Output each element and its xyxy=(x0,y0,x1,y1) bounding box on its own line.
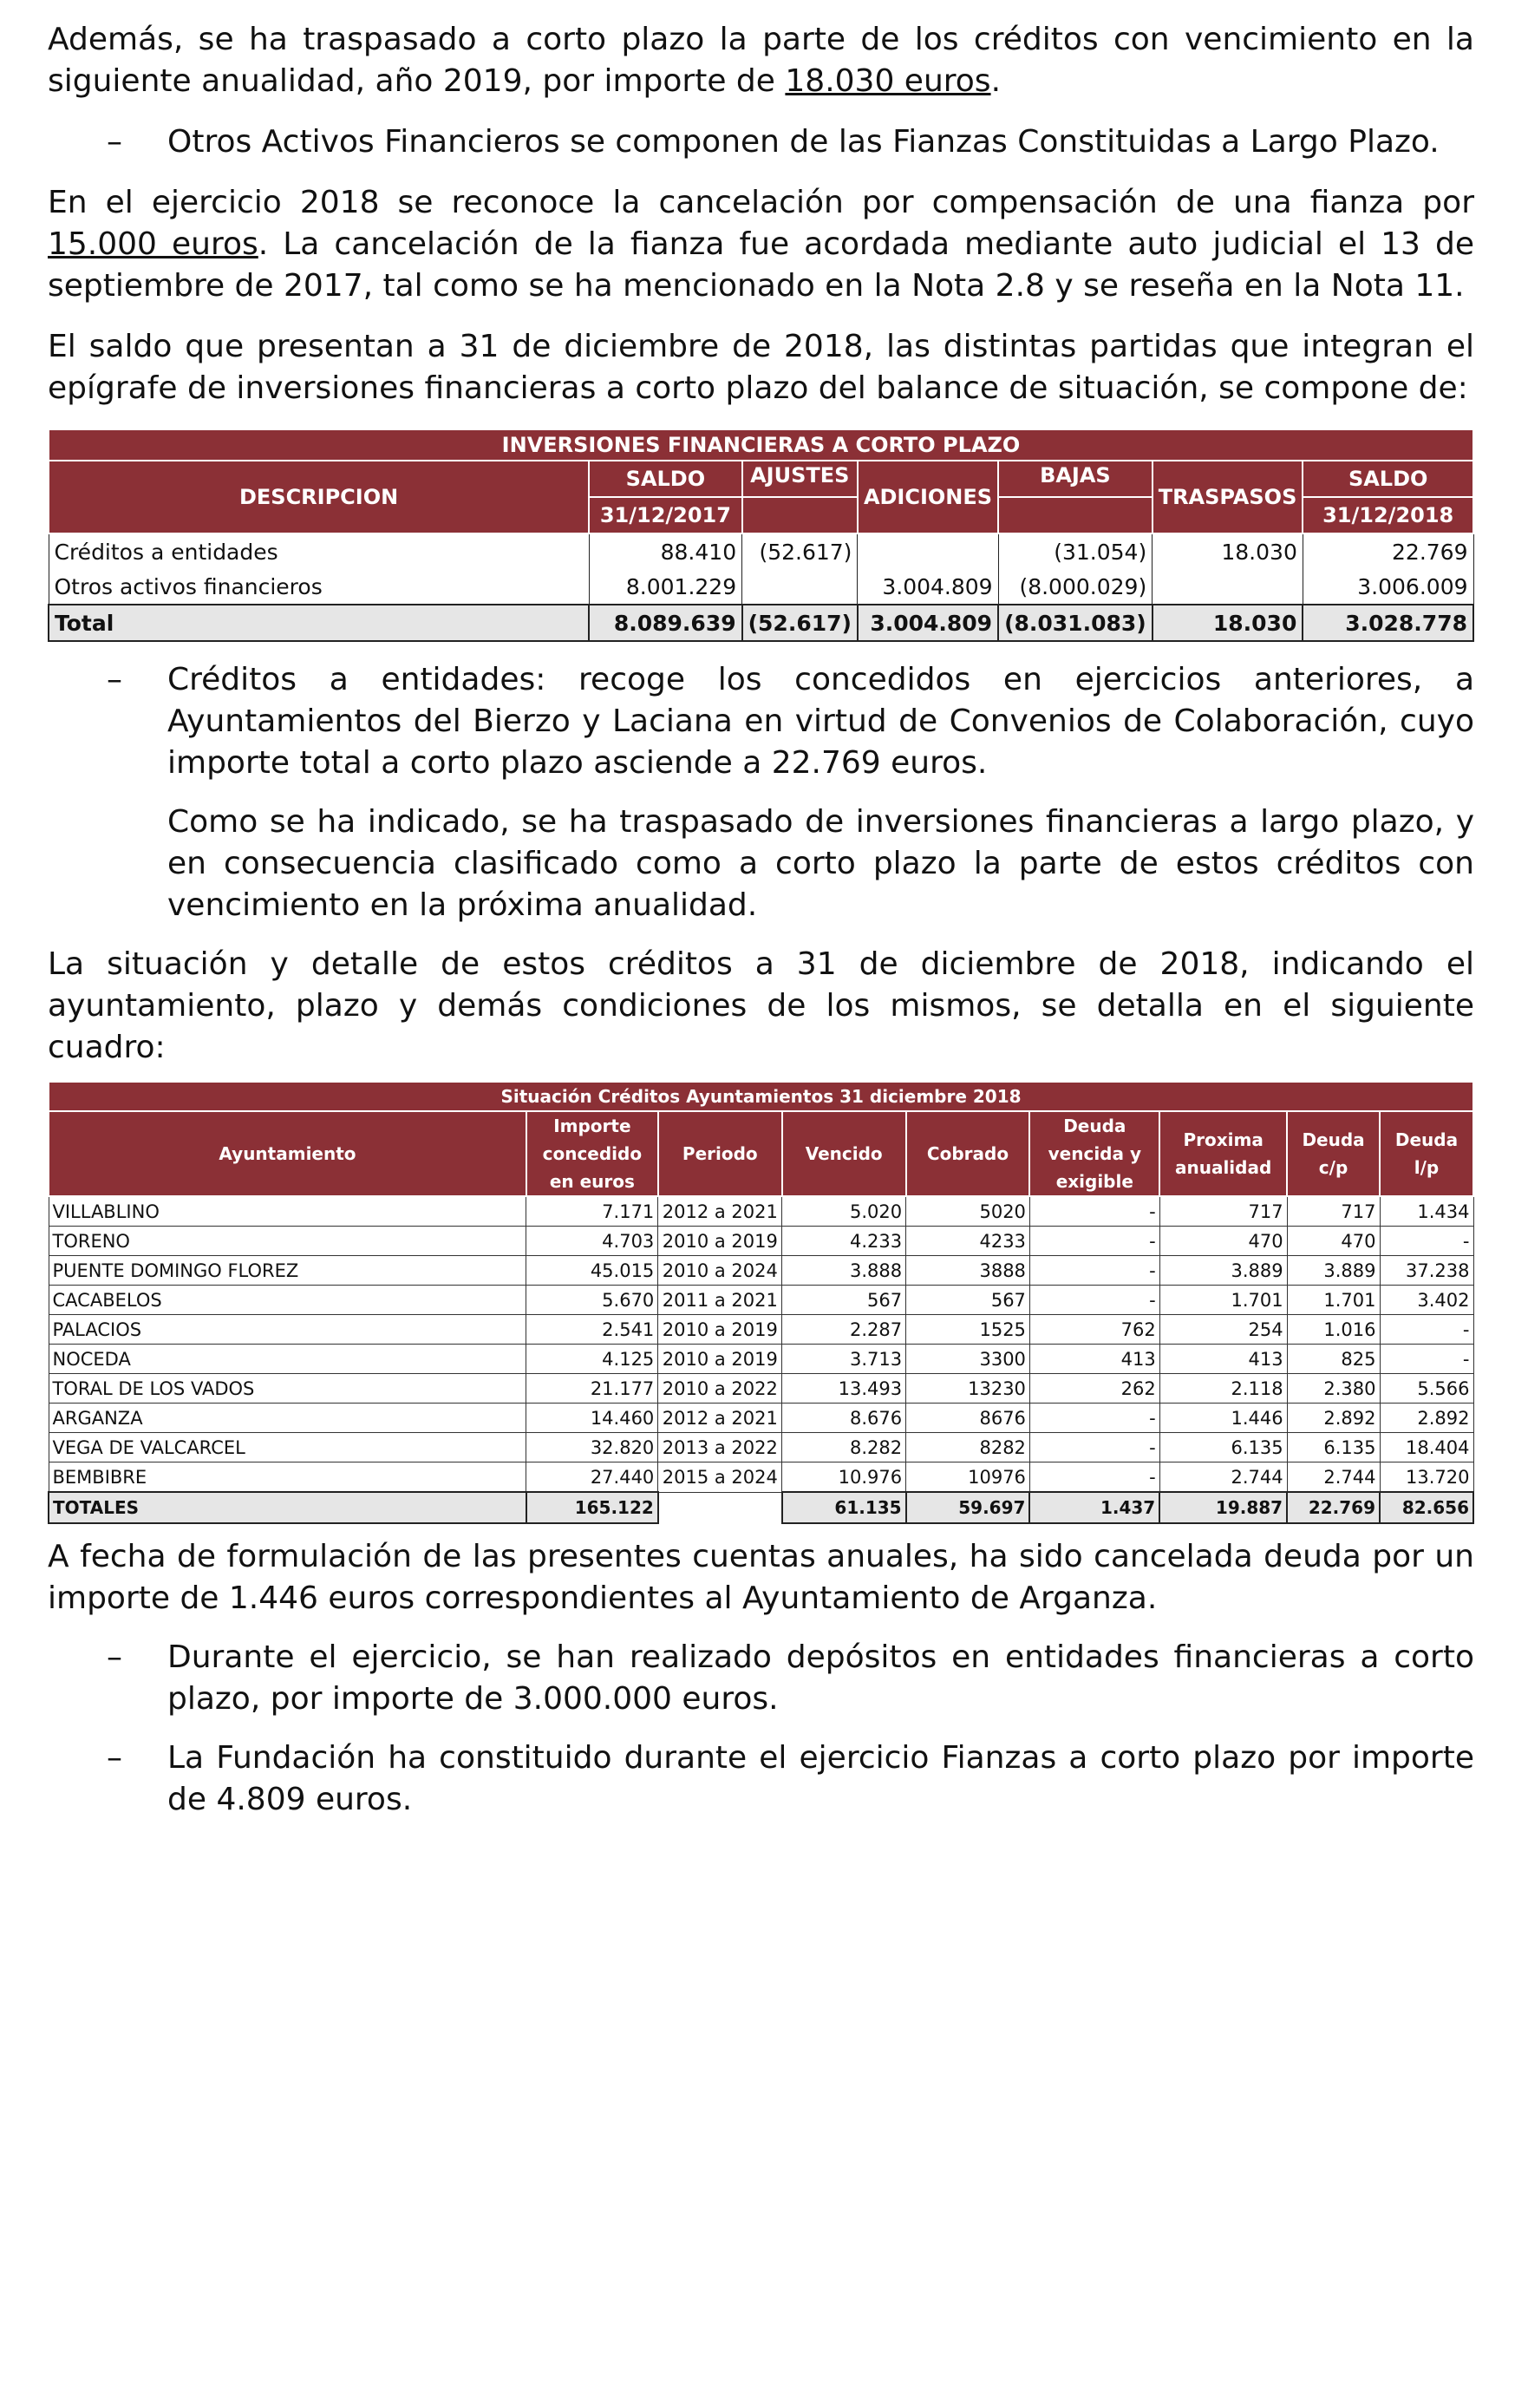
cell-periodo: 2015 a 2024 xyxy=(658,1462,782,1493)
table-row xyxy=(49,1433,1473,1462)
cell-importe: 45.015 xyxy=(526,1256,658,1286)
cell-ayto: TORAL DE LOS VADOS xyxy=(49,1374,526,1404)
cell-deuda-lp: - xyxy=(1380,1227,1473,1256)
cell-ayto: TOTALES xyxy=(49,1492,526,1523)
cell-traspasos: 18.030 xyxy=(1153,605,1303,641)
paragraph-cancelacion xyxy=(48,182,1474,307)
cell-importe: 2.541 xyxy=(526,1315,658,1345)
cell-periodo xyxy=(658,1492,782,1523)
cell-periodo: 2012 a 2021 xyxy=(658,1404,782,1433)
cell-saldo-ini: 8.089.639 xyxy=(589,605,741,641)
col-deuda-vencida-l3: exigible xyxy=(1055,1171,1133,1192)
cell-deuda-lp: 1.434 xyxy=(1380,1196,1473,1227)
cell-proxima: 6.135 xyxy=(1159,1433,1287,1462)
col-ayuntamiento: Ayuntamiento xyxy=(49,1111,526,1196)
bullet-text: Durante el ejercicio, se han realizado depósitos en entidades financieras a corto plazo, por importe de 3.000.000 euros. xyxy=(167,1639,1474,1717)
col-saldo-ini: SALDO xyxy=(589,461,741,497)
table-row xyxy=(49,1315,1473,1345)
cell-vencido: 2.287 xyxy=(782,1315,906,1345)
cell-deuda-lp: 82.656 xyxy=(1380,1492,1473,1523)
cell-deuda-cp: 825 xyxy=(1287,1345,1380,1374)
cell-proxima: 1.446 xyxy=(1159,1404,1287,1433)
cell-proxima: 254 xyxy=(1159,1315,1287,1345)
col-importe xyxy=(526,1111,658,1196)
col-deuda-vencida-l1: Deuda xyxy=(1063,1116,1126,1136)
amount-underlined: 18.030 euros xyxy=(785,63,991,99)
cell-deuda-venc: 1.437 xyxy=(1029,1492,1159,1523)
cell-desc: Otros activos financieros xyxy=(49,569,589,605)
cell-ayto: TORENO xyxy=(49,1227,526,1256)
cell-traspasos: 18.030 xyxy=(1153,533,1303,569)
col-periodo: Periodo xyxy=(658,1111,782,1196)
cell-cobrado: 3888 xyxy=(906,1256,1030,1286)
cell-deuda-venc: - xyxy=(1029,1196,1159,1227)
cell-cobrado: 59.697 xyxy=(906,1492,1030,1523)
cell-desc: Total xyxy=(49,605,589,641)
cell-ayto: VEGA DE VALCARCEL xyxy=(49,1433,526,1462)
cell-deuda-lp: 18.404 xyxy=(1380,1433,1473,1462)
col-ajustes: AJUSTES xyxy=(742,461,858,497)
cell-saldo-fin: 3.006.009 xyxy=(1303,569,1473,605)
col-importe-l2: concedido xyxy=(542,1143,643,1164)
cell-importe: 5.670 xyxy=(526,1286,658,1315)
col-descripcion: DESCRIPCION xyxy=(49,461,589,533)
cell-deuda-venc: - xyxy=(1029,1227,1159,1256)
col-deuda-cp-l2: c/p xyxy=(1318,1157,1348,1178)
cell-adiciones xyxy=(858,533,998,569)
dash-marker: – xyxy=(107,1740,122,1776)
cell-deuda-venc: - xyxy=(1029,1433,1159,1462)
table-title: INVERSIONES FINANCIERAS A CORTO PLAZO xyxy=(49,429,1473,461)
cell-adiciones: 3.004.809 xyxy=(858,569,998,605)
cell-ayto: NOCEDA xyxy=(49,1345,526,1374)
cell-deuda-cp: 1.701 xyxy=(1287,1286,1380,1315)
cell-deuda-venc: 762 xyxy=(1029,1315,1159,1345)
bullet-depositos xyxy=(48,1637,1474,1720)
cell-proxima: 2.118 xyxy=(1159,1374,1287,1404)
cell-deuda-cp: 3.889 xyxy=(1287,1256,1380,1286)
cell-importe: 4.125 xyxy=(526,1345,658,1374)
cell-deuda-cp: 717 xyxy=(1287,1196,1380,1227)
col-deuda-vencida xyxy=(1029,1111,1159,1196)
col-deuda-lp-l1: Deuda xyxy=(1394,1129,1459,1150)
cell-periodo: 2010 a 2022 xyxy=(658,1374,782,1404)
table-total-row xyxy=(49,1492,1473,1523)
paragraph-text: . La cancelación de la fianza fue acordada mediante auto judicial el 13 de septiembre de 2017, tal como se ha mencionado en la Nota 2.8 y se reseña en la Nota 11. xyxy=(48,226,1474,304)
cell-importe: 7.171 xyxy=(526,1196,658,1227)
cell-cobrado: 8676 xyxy=(906,1404,1030,1433)
cell-vencido: 3.888 xyxy=(782,1256,906,1286)
table-row xyxy=(49,1286,1473,1315)
cell-proxima: 2.744 xyxy=(1159,1462,1287,1493)
cell-deuda-venc: 413 xyxy=(1029,1345,1159,1374)
cell-ayto: CACABELOS xyxy=(49,1286,526,1315)
cell-deuda-lp: 3.402 xyxy=(1380,1286,1473,1315)
col-saldo-fin-date: 31/12/2018 xyxy=(1303,497,1473,533)
cell-adiciones: 3.004.809 xyxy=(858,605,998,641)
col-bajas-blank xyxy=(998,497,1153,533)
col-saldo-fin: SALDO xyxy=(1303,461,1473,497)
cell-importe: 27.440 xyxy=(526,1462,658,1493)
paragraph-traspaso-indicado: Como se ha indicado, se ha traspasado de inversiones financieras a largo plazo, y en consecuencia clasificado como a corto plazo la parte de estos créditos con vencimiento en la próxima anualidad. xyxy=(167,804,1474,923)
col-vencido: Vencido xyxy=(782,1111,906,1196)
table-title: Situación Créditos Ayuntamientos 31 diciembre 2018 xyxy=(49,1082,1473,1111)
cell-cobrado: 10976 xyxy=(906,1462,1030,1493)
paragraph-text: Además, se ha traspasado a corto plazo la parte de los créditos con vencimiento en la siguiente anualidad, año 2019, por importe de xyxy=(48,22,1474,99)
cell-deuda-lp: 13.720 xyxy=(1380,1462,1473,1493)
cell-cobrado: 13230 xyxy=(906,1374,1030,1404)
cell-vencido: 13.493 xyxy=(782,1374,906,1404)
table-row xyxy=(49,1374,1473,1404)
cell-deuda-cp: 2.892 xyxy=(1287,1404,1380,1433)
cell-bajas: (8.000.029) xyxy=(998,569,1153,605)
cell-cobrado: 5020 xyxy=(906,1196,1030,1227)
cell-importe: 14.460 xyxy=(526,1404,658,1433)
cell-vencido: 8.676 xyxy=(782,1404,906,1433)
col-deuda-vencida-l2: vencida y xyxy=(1048,1143,1141,1164)
col-saldo-ini-date: 31/12/2017 xyxy=(589,497,741,533)
cell-proxima: 1.701 xyxy=(1159,1286,1287,1315)
creditos-ayuntamientos-table xyxy=(48,1081,1474,1524)
bullet-text: Otros Activos Financieros se componen de las Fianzas Constituidas a Largo Plazo. xyxy=(167,124,1440,160)
cell-cobrado: 4233 xyxy=(906,1227,1030,1256)
amount-underlined: 15.000 euros xyxy=(48,226,258,262)
cell-cobrado: 1525 xyxy=(906,1315,1030,1345)
cell-deuda-lp: 2.892 xyxy=(1380,1404,1473,1433)
cell-deuda-cp: 6.135 xyxy=(1287,1433,1380,1462)
col-bajas: BAJAS xyxy=(998,461,1153,497)
cell-deuda-lp: - xyxy=(1380,1315,1473,1345)
bullet-fianzas xyxy=(48,1737,1474,1821)
cell-ayto: PALACIOS xyxy=(49,1315,526,1345)
col-deuda-cp xyxy=(1287,1111,1380,1196)
cell-bajas: (8.031.083) xyxy=(998,605,1153,641)
cell-saldo-fin: 3.028.778 xyxy=(1303,605,1473,641)
paragraph-formulacion: A fecha de formulación de las presentes cuentas anuales, ha sido cancelada deuda por un importe de 1.446 euros correspondientes al Ayuntamiento de Arganza. xyxy=(48,1539,1474,1616)
cell-importe: 32.820 xyxy=(526,1433,658,1462)
col-deuda-cp-l1: Deuda xyxy=(1302,1129,1365,1150)
cell-periodo: 2010 a 2019 xyxy=(658,1345,782,1374)
cell-cobrado: 8282 xyxy=(906,1433,1030,1462)
table-row xyxy=(49,1462,1473,1493)
paragraph-text: . xyxy=(990,63,1002,99)
dash-marker: – xyxy=(107,1639,122,1675)
col-importe-l1: Importe xyxy=(553,1116,631,1136)
col-deuda-lp-l2: l/p xyxy=(1414,1157,1440,1178)
cell-ayto: PUENTE DOMINGO FLOREZ xyxy=(49,1256,526,1286)
table-row xyxy=(49,1227,1473,1256)
cell-deuda-venc: - xyxy=(1029,1404,1159,1433)
table-row xyxy=(49,1345,1473,1374)
cell-periodo: 2010 a 2019 xyxy=(658,1315,782,1345)
cell-deuda-venc: - xyxy=(1029,1256,1159,1286)
bullet-otros-activos xyxy=(48,121,1474,163)
paragraph-traspaso xyxy=(48,19,1474,102)
cell-vencido: 4.233 xyxy=(782,1227,906,1256)
cell-deuda-cp: 2.380 xyxy=(1287,1374,1380,1404)
cell-cobrado: 567 xyxy=(906,1286,1030,1315)
paragraph-situacion: La situación y detalle de estos créditos a 31 de diciembre de 2018, indicando el ayuntamiento, plazo y demás condiciones de los mismos, se detalla en el siguiente cuadro: xyxy=(48,946,1474,1065)
bullet-creditos-entidades xyxy=(48,659,1474,784)
cell-saldo-fin: 22.769 xyxy=(1303,533,1473,569)
cell-vencido: 8.282 xyxy=(782,1433,906,1462)
cell-periodo: 2010 a 2024 xyxy=(658,1256,782,1286)
paragraph-saldo: El saldo que presentan a 31 de diciembre de 2018, las distintas partidas que integran el epígrafe de inversiones financieras a corto plazo del balance de situación, se compone de: xyxy=(48,329,1474,406)
cell-proxima: 3.889 xyxy=(1159,1256,1287,1286)
cell-periodo: 2012 a 2021 xyxy=(658,1196,782,1227)
table-row xyxy=(49,533,1473,569)
table-total-row xyxy=(49,605,1473,641)
cell-deuda-venc: - xyxy=(1029,1286,1159,1315)
cell-ayto: BEMBIBRE xyxy=(49,1462,526,1493)
cell-vencido: 10.976 xyxy=(782,1462,906,1493)
cell-ajustes: (52.617) xyxy=(742,605,858,641)
cell-deuda-cp: 1.016 xyxy=(1287,1315,1380,1345)
col-proxima-l1: Proxima xyxy=(1183,1129,1264,1150)
cell-desc: Créditos a entidades xyxy=(49,533,589,569)
cell-vencido: 567 xyxy=(782,1286,906,1315)
cell-deuda-cp: 22.769 xyxy=(1287,1492,1380,1523)
cell-importe: 4.703 xyxy=(526,1227,658,1256)
cell-deuda-cp: 470 xyxy=(1287,1227,1380,1256)
cell-ajustes: (52.617) xyxy=(742,533,858,569)
dash-marker: – xyxy=(107,124,122,160)
cell-deuda-lp: 37.238 xyxy=(1380,1256,1473,1286)
cell-vencido: 61.135 xyxy=(782,1492,906,1523)
col-importe-l3: en euros xyxy=(549,1171,635,1192)
cell-deuda-venc: 262 xyxy=(1029,1374,1159,1404)
cell-saldo-ini: 88.410 xyxy=(589,533,741,569)
dash-marker: – xyxy=(107,662,122,697)
cell-periodo: 2011 a 2021 xyxy=(658,1286,782,1315)
cell-proxima: 413 xyxy=(1159,1345,1287,1374)
col-proxima-l2: anualidad xyxy=(1174,1157,1272,1178)
inversiones-table xyxy=(48,429,1474,642)
cell-deuda-venc: - xyxy=(1029,1462,1159,1493)
cell-deuda-cp: 2.744 xyxy=(1287,1462,1380,1493)
cell-deuda-lp: - xyxy=(1380,1345,1473,1374)
cell-proxima: 19.887 xyxy=(1159,1492,1287,1523)
col-proxima xyxy=(1159,1111,1287,1196)
bullet-text: La Fundación ha constituido durante el ejercicio Fianzas a corto plazo por importe de 4.809 euros. xyxy=(167,1740,1474,1817)
table-row xyxy=(49,569,1473,605)
cell-ayto: VILLABLINO xyxy=(49,1196,526,1227)
table-row xyxy=(49,1196,1473,1227)
col-deuda-lp xyxy=(1380,1111,1473,1196)
cell-importe: 165.122 xyxy=(526,1492,658,1523)
cell-periodo: 2013 a 2022 xyxy=(658,1433,782,1462)
col-cobrado: Cobrado xyxy=(906,1111,1030,1196)
document-page xyxy=(48,19,1474,1821)
cell-importe: 21.177 xyxy=(526,1374,658,1404)
table-row xyxy=(49,1404,1473,1433)
cell-ajustes xyxy=(742,569,858,605)
paragraph-text: En el ejercicio 2018 se reconoce la cancelación por compensación de una fianza por xyxy=(48,185,1474,220)
cell-ayto: ARGANZA xyxy=(49,1404,526,1433)
table-row xyxy=(49,1256,1473,1286)
cell-vencido: 5.020 xyxy=(782,1196,906,1227)
cell-proxima: 717 xyxy=(1159,1196,1287,1227)
cell-bajas: (31.054) xyxy=(998,533,1153,569)
cell-cobrado: 3300 xyxy=(906,1345,1030,1374)
cell-saldo-ini: 8.001.229 xyxy=(589,569,741,605)
col-traspasos: TRASPASOS xyxy=(1153,461,1303,533)
col-adiciones: ADICIONES xyxy=(858,461,998,533)
col-ajustes-blank xyxy=(742,497,858,533)
bullet-text: Créditos a entidades: recoge los concedidos en ejercicios anteriores, a Ayuntamientos del Bierzo y Laciana en virtud de Convenios de Colaboración, cuyo importe total a corto plazo asciende a 22.769 euros. xyxy=(167,662,1474,781)
table-body xyxy=(49,1196,1473,1492)
cell-periodo: 2010 a 2019 xyxy=(658,1227,782,1256)
cell-deuda-lp: 5.566 xyxy=(1380,1374,1473,1404)
cell-vencido: 3.713 xyxy=(782,1345,906,1374)
cell-proxima: 470 xyxy=(1159,1227,1287,1256)
cell-traspasos xyxy=(1153,569,1303,605)
